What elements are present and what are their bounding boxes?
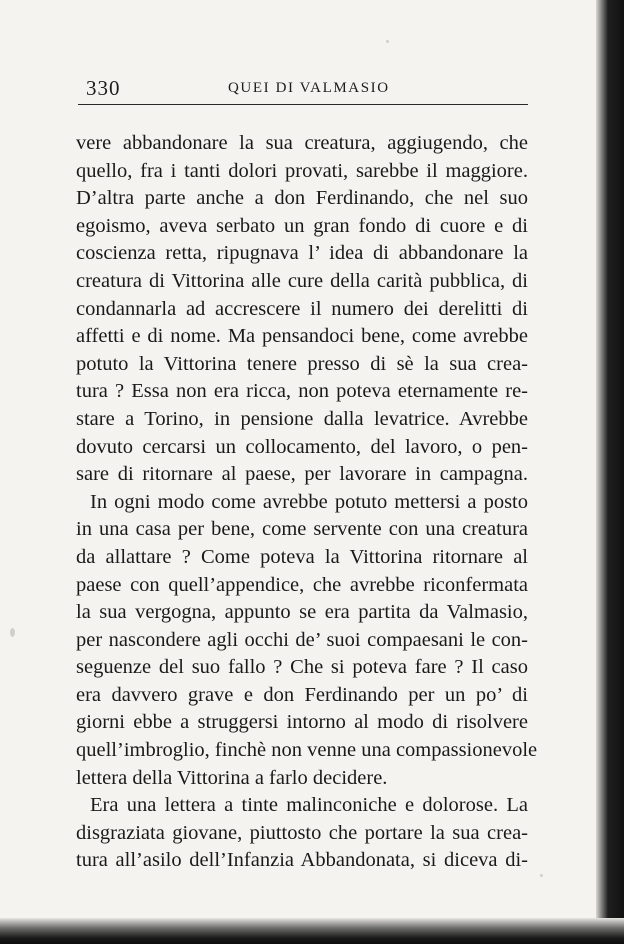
text-line: coscienza retta, ripugnava l’ idea di abbandonare la bbox=[76, 242, 528, 265]
text-line: egoismo, aveva serbato un gran fondo di cuore e di bbox=[76, 214, 528, 237]
paper-spot bbox=[10, 628, 15, 637]
book-edge-shadow-bottom bbox=[0, 918, 624, 944]
text-line: quell’imbroglio, finchè non venne una compassionevole bbox=[76, 739, 538, 762]
text-line: tura all’asilo dell’Infanzia Abbandonata, si diceva di- bbox=[76, 849, 528, 872]
text-line: giorni ebbe a struggersi intorno al modo di risolvere bbox=[76, 711, 528, 734]
text-line: da allattare ? Come poteva la Vittorina ritornare al bbox=[76, 545, 528, 568]
text-line: disgraziata giovane, piuttosto che portare la sua crea- bbox=[76, 821, 528, 844]
text-line: quello, fra i tanti dolori provati, sarebbe il maggiore. bbox=[76, 159, 528, 182]
text-line: per nascondere agli occhi de’ suoi compaesani le con- bbox=[76, 628, 528, 651]
text-line: sare di ritornare al paese, per lavorare in campagna. bbox=[76, 463, 528, 486]
text-line: stare a Torino, in pensione dalla levatrice. Avrebbe bbox=[76, 407, 528, 430]
page-header bbox=[78, 74, 528, 105]
text-line: potuto la Vittorina tenere presso di sè la sua crea- bbox=[76, 352, 528, 375]
text-line: condannarla ad accrescere il numero dei derelitti di bbox=[76, 297, 528, 320]
text-line: D’altra parte anche a don Ferdinando, che nel suo bbox=[76, 187, 528, 210]
text-line: seguenze del suo fallo ? Che si poteva fare ? Il caso bbox=[76, 656, 528, 679]
text-line: paese con quell’appendice, che avrebbe riconfermata bbox=[76, 573, 528, 596]
text-line: vere abbandonare la sua creatura, aggiugendo, che bbox=[76, 132, 528, 154]
paper-spot bbox=[386, 40, 389, 43]
book-edge-shadow-right bbox=[596, 0, 624, 944]
text-line: dovuto cercarsi un collocamento, del lavoro, o pen- bbox=[76, 435, 528, 458]
text-line: In ogni modo come avrebbe potuto mettersi a posto bbox=[90, 490, 528, 513]
text-line: affetti e di nome. Ma pensandoci bene, come avrebbe bbox=[76, 325, 528, 348]
paper-spot bbox=[540, 874, 543, 877]
body-text bbox=[76, 130, 538, 875]
text-line: Era una lettera a tinte malinconiche e dolorose. La bbox=[90, 794, 528, 817]
text-line: era davvero grave e don Ferdinando per un po’ di bbox=[76, 683, 528, 706]
page-number: 330 bbox=[86, 76, 121, 100]
running-title: QUEI DI VALMASIO bbox=[228, 80, 390, 96]
text-line: la sua vergogna, appunto se era partita da Valmasio, bbox=[76, 601, 528, 624]
text-line: in una casa per bene, come servente con una creatura bbox=[76, 518, 528, 541]
text-line: lettera della Vittorina a farlo decidere. bbox=[76, 766, 388, 789]
text-line: creatura di Vittorina alle cure della carità pubblica, di bbox=[76, 269, 528, 292]
text-line: tura ? Essa non era ricca, non poteva eternamente re- bbox=[76, 380, 528, 403]
